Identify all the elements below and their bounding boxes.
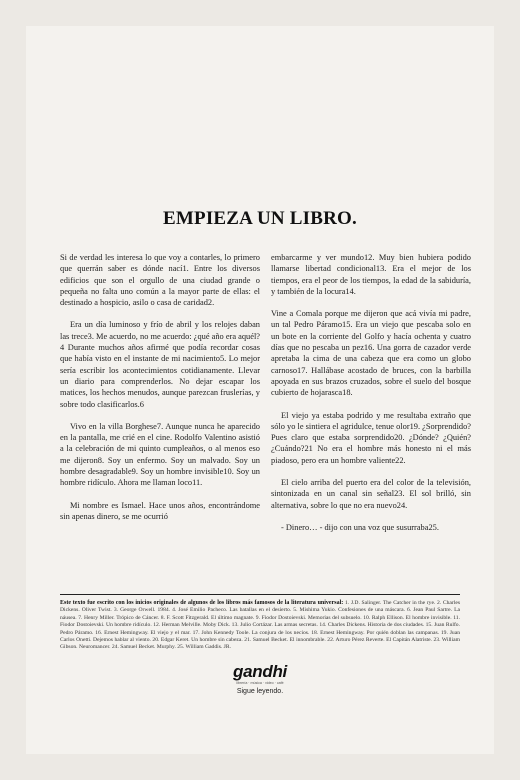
paragraph: Mi nombre es Ismael. Hace unos años, encontrándome sin apenas dinero, se me ocurrió: [60, 500, 260, 521]
text-column-right: [271, 252, 471, 544]
paragraph: Vine a Comala porque me dijeron que acá vivía mi padre, un tal Pedro Páramo15. Era un viejo que pescaba solo en un bote en la corriente del Golfo y hacía ochenta y cuatro días que no pescaba un pez16. Una gorra de cazador verde apretaba la cima de una cabeza que era como un globo carnoso17. Hallábase acostado de bruces, con la barbilla apoyada en sus brazos cruzados, sobre el suelo del bosque cubierto de hojarasca18.: [271, 309, 471, 398]
paragraph: Era un día luminoso y frío de abril y los relojes daban las trece3. Me acuerdo, no me acuerdo: ¿qué año era aquél?4 Durante muchos años afirmé que podía recordar cosas que había visto en el instante de mi nacimiento5. Lo mejor sería escribir los acontecimientos cotidianamente. Llevar un diario para comprenderlos. No dejar escapar los matices, los hechos menudos, aunque parezcan fruslerías, y sobre todo clasificarlos.6: [60, 320, 260, 409]
paragraph: El cielo arriba del puerto era del color de la televisión, sintonizada en un canal sin señal23. El sol brilló, sin alternativa, sobre lo que no era nuevo24.: [271, 478, 471, 510]
paragraph: Si de verdad les interesa lo que voy a contarles, lo primero que querrán saber es dónde nací1. Entre los diversos edificios que son el orgullo de una ciudad grande o pequeña no falta uno común a la mayor parte de ellas: el destinado a hospicio, asilo o casa de caridad2.: [60, 253, 260, 308]
paragraph: - Dinero… - dijo con una voz que susurraba25.: [281, 522, 439, 532]
paragraph: El viejo ya estaba podrido y me resultaba extraño que sólo yo le sintiera el agridulce, tenue olor19. ¿Sorprendido? Pues claro que estaba sorprendido20. ¿Dónde? ¿Quién? ¿Cuándo?21 No era el hombre más honesto ni el más piadoso, pero era un hombre valiente22.: [271, 410, 472, 465]
headline: EMPIEZA UN LIBRO.: [163, 208, 357, 229]
brand-tagline: Sigue leyendo.: [236, 688, 284, 695]
poster: [26, 26, 494, 754]
brand-name: gandhi: [233, 662, 287, 681]
text-column-left: [60, 252, 260, 533]
paragraph: Vivo en la villa Borghese7. Aunque nunca he aparecido en la pantalla, me crié en el cine. Rodolfo Valentino asistió a la celebración de mi quinto cumpleaños, o al menos eso me dijeron8. Soy un enfermo. Soy un malvado. Soy un hombre desagradable9. Soy un hombre invisible10. Soy un hombre ridículo. Ahora me llaman loco11.: [60, 421, 260, 488]
footnotes-heading: Este texto fue escrito con los inicios originales de algunos de los libros más famosos de la literatura universal:: [60, 600, 344, 606]
divider: [60, 594, 460, 595]
footnotes-text: 1. J.D. Salinger. The Catcher in the rye. 2. Charles Dickens. Oliver Twist. 3. George Orwell. 1984. 4. José Emilio Pacheco. Las batallas en el desierto. 5. Mishima Yukio. Confesiones de una máscara. 6. Jean Paul Sartre. La náusea. 7. Henry Miller. Trópico de Cáncer. 8. F. Scott Fitzgerald. El último magnate. 9. Fiodor Dostoievski. Memorias del subsuelo. 10. Ralph Ellison. El hombre invisible. 11. Fiodor Dostoievski. Un hombre ridículo. 12. Herman Melville. Moby Dick. 13. Julio Cortázar. Las armas secretas. 14. Charles Dickens. Historia de dos ciudades. 15. Juan Rulfo. Pedro Páramo. 16. Ernest Hemingway. El viejo y el mar. 17. John Kennedy Toole. La conjura de los necios. 18. Ernest Hemingway. Por quién doblan las campanas. 19. Juan Carlos Onetti. Dejemos hablar al viento. 20. Edgar Keret. Un hombre sin cabeza. 21. Samuel Becket. El innombrable. 22. Arturo Pérez Reverte. El Capitán Alatriste. 23. William Gibson. Neuromancer. 24. Samuel Becket. Murphy. 25. William Gaddis. JR.: [60, 600, 460, 651]
footnotes: [60, 600, 460, 652]
brand-microtext: librería · música · video · café: [236, 681, 284, 685]
paragraph: embarcarme y ver mundo12. Muy bien hubiera podido llamarse libertad condicional13. Era el mejor de los tiempos, era el peor de los tiempos, la edad de la sabiduría, y también de la locura14.: [271, 253, 471, 296]
brand-logo: [26, 662, 494, 695]
